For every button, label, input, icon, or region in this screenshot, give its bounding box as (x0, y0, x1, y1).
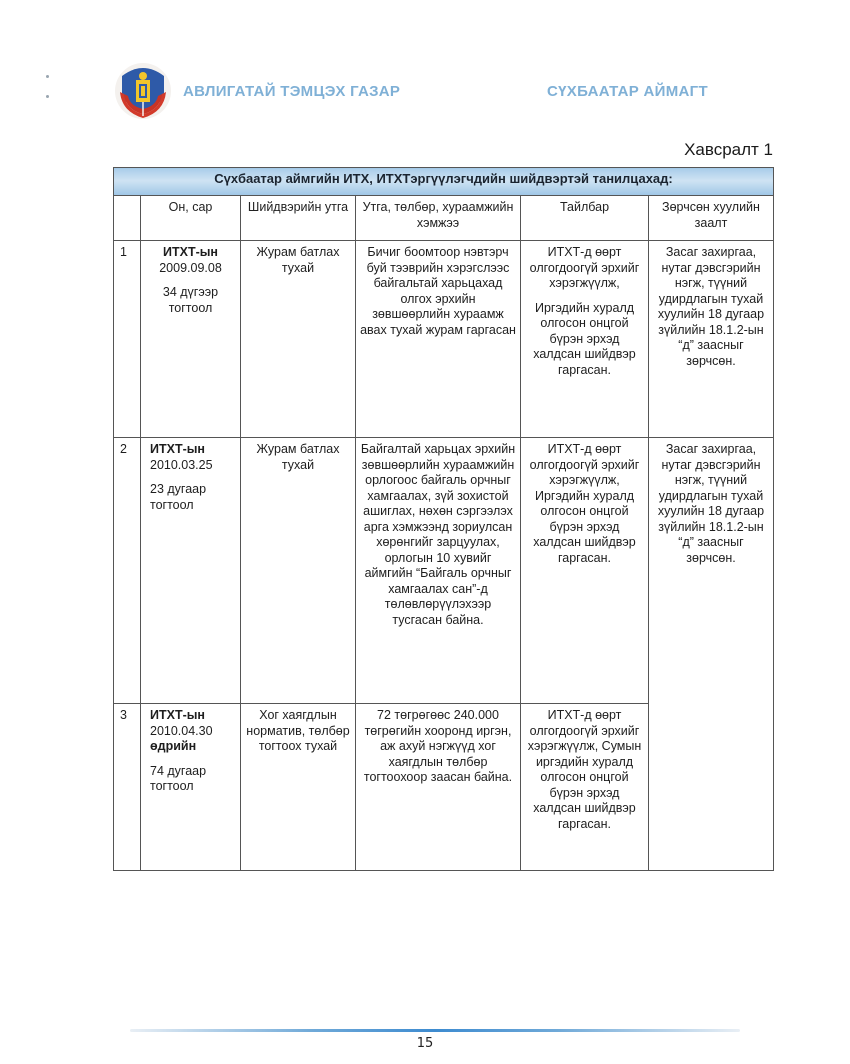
column-header-number (114, 196, 141, 241)
row-amount: Байгалтай харьцах эрхийн зөвшөөрлийн хураамжийн орлогоос байгаль орчныг хамгаалах, зүй зохистой ашиглах, нөхөн сэргээлэх арга хэмжээнд зориулсан хөрөнгийг зарцуулах, орлогын 10 хувийг аймгийн “Байгаль орчныг хамгаалах сан”-д төлөвлөрүүлэхээр тусгасан байна. (356, 438, 521, 704)
scan-marks (46, 75, 50, 115)
column-header-note: Тайлбар (521, 196, 649, 241)
row-date: 2010.03.25 (150, 457, 213, 472)
row-number: 1 (114, 241, 141, 438)
footer-divider (130, 1029, 740, 1032)
column-header-amount: Утга, төлбөр, хураамжийн хэмжээ (356, 196, 521, 241)
row-date: 2010.04.30 (150, 723, 213, 738)
row-resolution-number: 34 дүгээр тогтоол (162, 285, 219, 315)
table-title: Сүхбаатар аймгийн ИТХ, ИТХТэргүүлэгчдийн шийдвэртэй танилцахад: (114, 168, 774, 196)
row-date-org: ИТХТ-ын (150, 708, 205, 722)
row-note-part1: ИТХТ-д өөрт олгогдоогүй эрхийг хэрэгжүүлж, (529, 245, 640, 290)
appendix-label: Хавсралт 1 (684, 140, 773, 159)
row-date-cell (141, 438, 241, 704)
row-date-cell (141, 704, 241, 871)
row-date-org: ИТХТ-ын (163, 245, 218, 259)
row-resolution-number: 23 дугаар тогтоол (150, 482, 207, 512)
row-note: ИТХТ-д өөрт олгогдоогүй эрхийг хэрэгжүүлж, Сумын иргэдийн хуралд олгосон онцгой бүрэн эрхэд халдсан шийдвэр гаргасан. (521, 704, 649, 871)
row-violated-law: Засаг захиргаа, нутаг дэвсгэрийн нэгж, түүний удирдлагын тухай хуулийн 18 дугаар зүйлийн 18.1.2-ын “д” заасныг зөрчсөн. (649, 438, 774, 871)
row-violated-law: Засаг захиргаа, нутаг дэвсгэрийн нэгж, түүний удирдлагын тухай хуулийн 18 дугаар зүйлийн 18.1.2-ын “д” заасныг зөрчсөн. (649, 241, 774, 438)
column-header-date: Он, сар (141, 196, 241, 241)
row-date-org: ИТХТ-ын (150, 442, 205, 456)
row-number: 2 (114, 438, 141, 704)
resolutions-table (113, 167, 774, 871)
row-meaning: Хог хаягдлын норматив, төлбөр тогтоох тухай (241, 704, 356, 871)
column-header-meaning: Шийдвэрийн утга (241, 196, 356, 241)
page-number: 15 (416, 1036, 434, 1051)
table-row (114, 241, 774, 438)
row-date-suffix: өдрийн (150, 739, 197, 753)
row-note: ИТХТ-д өөрт олгогдоогүй эрхийг хэрэгжүүлж, Иргэдийн хуралд олгосон онцгой бүрэн эрхэд халдсан шийдвэр гаргасан. (521, 438, 649, 704)
row-resolution-number: 74 дугаар тогтоол (150, 763, 207, 793)
row-amount: 72 төгрөгөөс 240.000 төгрөгийн хооронд иргэн, аж ахуй нэгжүүд хог хаягдлын төлбөр тогтоохоор заасан байна. (356, 704, 521, 871)
column-header-violated-law: Зөрчсөн хуулийн заалт (649, 196, 774, 241)
row-date-cell (141, 241, 241, 438)
organization-name: АВЛИГАТАЙ ТЭМЦЭХ ГАЗАР (183, 83, 401, 100)
table-title-row (114, 168, 774, 196)
row-note-cell (521, 241, 649, 438)
region-name: СҮХБААТАР АЙМАГТ (547, 83, 708, 100)
row-date: 2009.09.08 (159, 260, 222, 275)
table-header-row (114, 196, 774, 241)
row-note-part2: Иргэдийн хуралд олгосон онцгой бүрэн эрхэд халдсан шийдвэр гаргасан. (533, 300, 636, 377)
row-amount: Бичиг боомтоор нэвтэрч буй тээврийн хэрэгслээс байгальтай харьцахад олгох эрхийн зөвшөөрлийн хураамж авах тухай журам гаргасан (356, 241, 521, 438)
state-emblem-icon (114, 62, 172, 120)
row-number: 3 (114, 704, 141, 871)
row-meaning: Журам батлах тухай (241, 241, 356, 438)
row-meaning: Журам батлах тухай (241, 438, 356, 704)
table-row (114, 438, 774, 704)
